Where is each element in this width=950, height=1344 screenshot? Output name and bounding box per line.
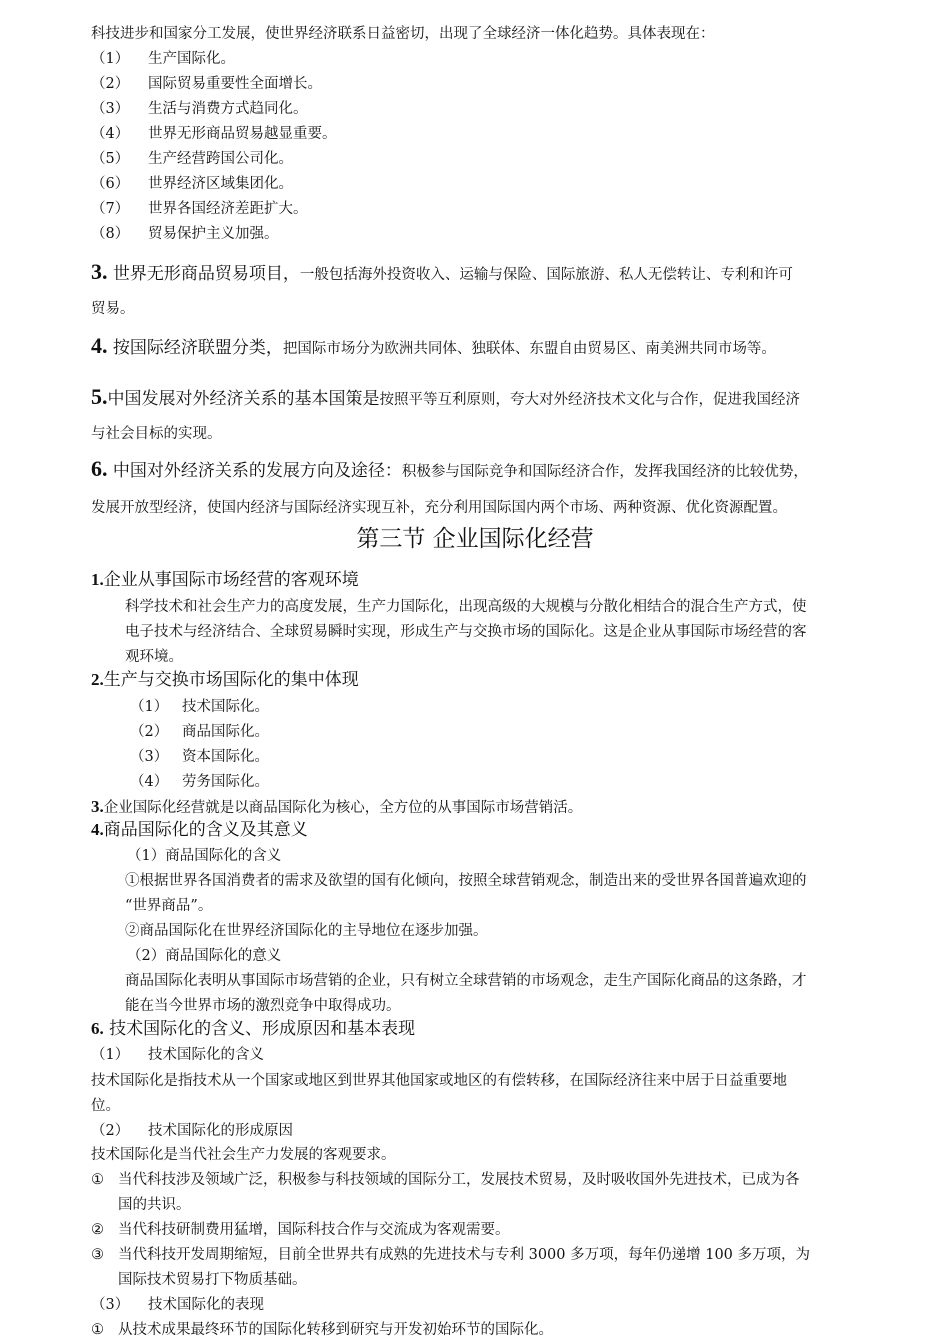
- paragraph-heading: 中国对外经济关系的发展方向及途径：: [107, 461, 402, 481]
- list-item: （2） 国际贸易重要性全面增长。: [91, 76, 322, 92]
- document-page: 科技进步和国家分工发展，使世界经济联系日益密切，出现了全球经济一体化趋势。具体表现在： （1） 生产国际化。 （2） 国际贸易重要性全面增长。 （3） 生活与消费方式趋同化。 （4） 世界无形商品贸易越显重要。 （5） 生产经营跨国公司化。 （6） 世界经济区域集团化。 （7） 世界各国经济差距扩大。 （8） 贸易保护主义加强。 3. 世界无形商品贸易项目，一般包括海外投资收入、运输与保险、国际旅游、私人无偿转让、专利和许可 贸易。 4. 按国际经济联盟分类，把国际市场分为欧洲共同体、独联体、东盟自由贸易区、南美洲共同市场等。 5.中国发展对外经济关系的基本国策是按照平等互利原则，夸大对外经济技术文化与合作，促进我国经济 与社会目标的实现。 6. 中国对外经济关系的发展方向及途径：积极参与国际竞争和国际经济合作，发挥我国经济的比较优势， 发展开放型经济，使国内经济与国际经济实现互补，充分利用国际国内两个市场、两种资源、优化资源配置。 第三节 企业国际化经营 1.企业从事国际市场经营的客观环境 科学技术和社会生产力的高度发展，生产力国际化，出现高级的大规模与分散化相结合的混合生产方式，使 电子技术与经济结合、全球贸易瞬时实现，形成生产与交换市场的国际化。这是企业从事国际市场经营的客 观环境。 2.生产与交换市场国际化的集中体现 （1） 技术国际化。 （2） 商品国际化。 （3） 资本国际化。 （4） 劳务国际化。 3.企业国际化经营就是以商品国际化为核心，全方位的从事国际市场营销活。 4.商品国际化的含义及其意义 （1）商品国际化的含义 ①根据世界各国消费者的需求及欲望的国有化倾向，按照全球营销观念，制造出来的受世界各国普遍欢迎的 “世界商品”。 ②商品国际化在世界经济国际化的主导地位在逐步加强。 （2）商品国际化的意义 商品国际化表明从事国际市场营销的企业，只有树立全球营销的市场观念，走生产国际化商品的这条路，才 能在当今世界市场的激烈竞争中取得成功。 6. 技术国际化的含义、形成原因和基本表现 （1） 技术国际化的含义 技术国际化是指技术从一个国家或地区到世界其他国家或地区的有偿转移，在国际经济往来中居于日益重要地 位。 （2） 技术国际化的形成原因 技术国际化是当代社会生产力发展的客观要求。 ① 当代科技涉及领域广泛，积极参与科技领域的国际分工，发展技术贸易，及时吸收国外先进技术，已成为各 国的共识。 ② 当代科技研制费用猛增，国际科技合作与交流成为客观需要。 ③ 当代科技开发周期缩短，目前全世界共有成熟的先进技术与专利 3000 多万项，每年仍递增 100 多万项，为 国际技术贸易打下物质基础。 （3） 技术国际化的表现 ① 从技术成果最终环节的国际化转移到研究与开发初始环节的国际化。: [0, 0, 950, 1344]
- paragraph-number: 6.: [91, 456, 108, 481]
- paragraph-heading: 世界无形商品贸易项目，: [107, 264, 300, 284]
- list-item: （6） 世界经济区域集团化。: [91, 176, 293, 192]
- section-item-3: 3.企业国际化经营就是以商品国际化为核心，全方位的从事国际市场营销活。: [91, 797, 583, 816]
- list-item: ① 从技术成果最终环节的国际化转移到研究与开发初始环节的国际化。: [91, 1322, 553, 1338]
- paragraph-heading: 中国发展对外经济关系的基本国策是: [107, 389, 380, 409]
- list-item: （5） 生产经营跨国公司化。: [91, 151, 293, 167]
- list-item: （1） 生产国际化。: [91, 51, 235, 67]
- list-item: （2） 商品国际化。: [130, 724, 269, 740]
- list-item: （3） 资本国际化。: [130, 749, 269, 765]
- list-item: ① 当代科技涉及领域广泛，积极参与科技领域的国际分工，发展技术贸易，及时吸收国外先进技术，已成为各: [91, 1172, 800, 1188]
- list-item: （4） 劳务国际化。: [130, 774, 269, 790]
- paragraph-number: 5.: [91, 384, 108, 409]
- item-heading: 商品国际化的含义及其意义: [103, 820, 308, 840]
- section-title: 第三节 企业国际化经营: [356, 526, 594, 552]
- item-heading: 技术国际化的含义、形成原因和基本表现: [103, 1019, 416, 1039]
- list-item: ② 当代科技研制费用猛增，国际科技合作与交流成为客观需要。: [91, 1222, 510, 1238]
- paragraph-number: 3.: [91, 259, 108, 284]
- list-item: （7） 世界各国经济差距扩大。: [91, 201, 308, 217]
- list-item: （1） 技术国际化。: [130, 699, 269, 715]
- paragraph-heading: 按国际经济联盟分类，: [107, 338, 283, 358]
- list-item: （4） 世界无形商品贸易越显重要。: [91, 126, 337, 142]
- sub-heading: （1） 技术国际化的含义: [91, 1047, 264, 1063]
- list-item: ③ 当代科技开发周期缩短，目前全世界共有成熟的先进技术与专利 3000 多万项，每年仍递增 100 多万项，为: [91, 1247, 811, 1263]
- sub-heading: （3） 技术国际化的表现: [91, 1297, 264, 1313]
- item-heading: 生产与交换市场国际化的集中体现: [103, 670, 359, 690]
- sub-heading: （2） 技术国际化的形成原因: [91, 1123, 293, 1139]
- paragraph-number: 4.: [91, 333, 108, 358]
- list-item: （8） 贸易保护主义加强。: [91, 226, 279, 242]
- sub-heading: （2）商品国际化的意义: [127, 948, 282, 964]
- intro-paragraph: 科技进步和国家分工发展，使世界经济联系日益密切，出现了全球经济一体化趋势。具体表现在：: [91, 26, 715, 42]
- list-item: （3） 生活与消费方式趋同化。: [91, 101, 308, 117]
- item-heading: 企业从事国际市场经营的客观环境: [103, 570, 359, 590]
- sub-heading: （1）商品国际化的含义: [127, 848, 282, 864]
